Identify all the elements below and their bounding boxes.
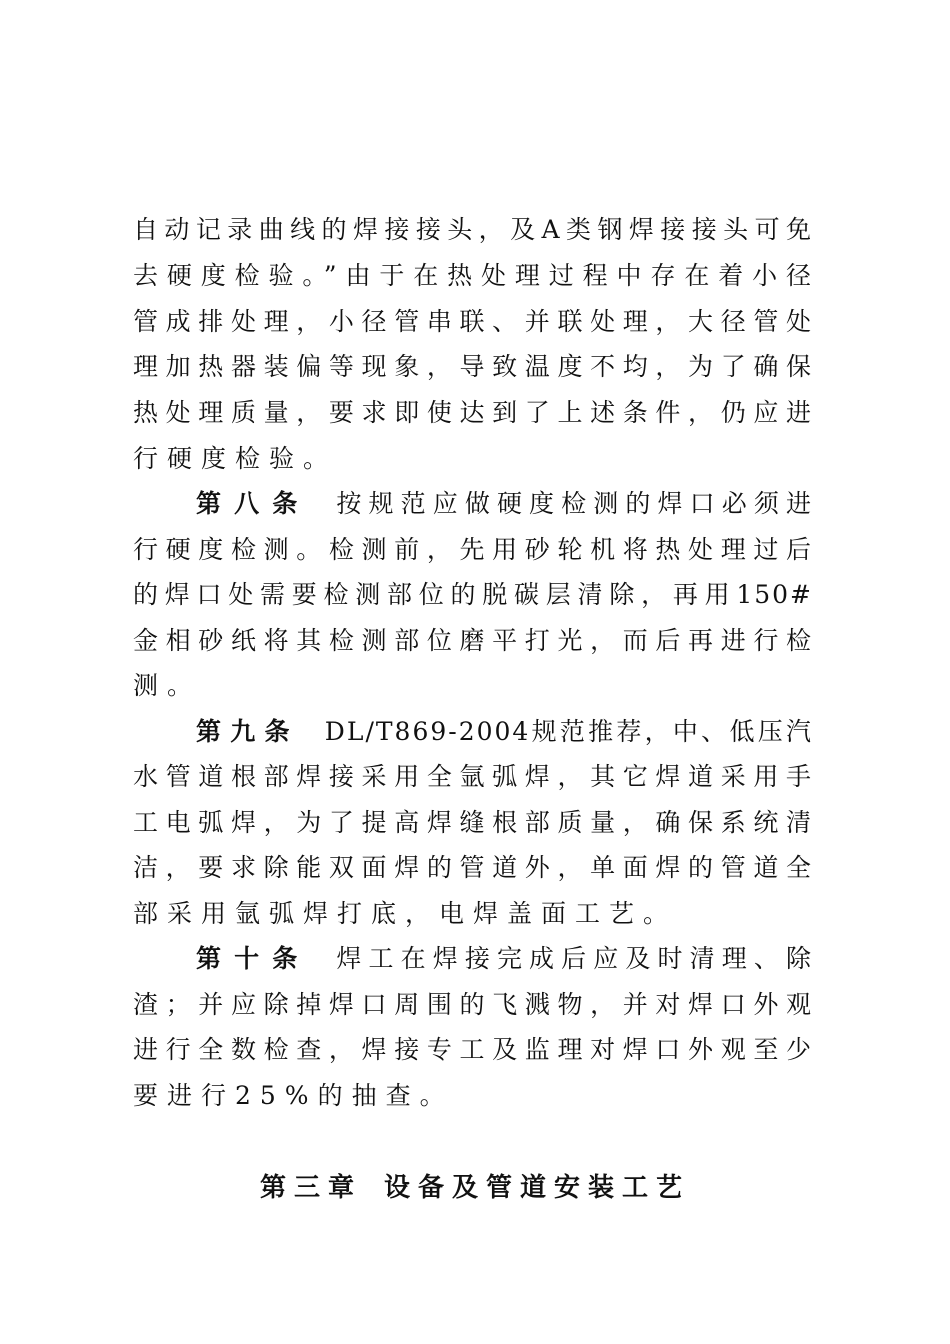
paragraph-line: 行硬度检测。检测前，先用砂轮机将热处理过后 [133,535,813,564]
chapter-title: 设备及管道安装工艺 [384,1173,691,1203]
article-9-first-line [196,712,813,752]
paragraph-line: 去硬度检验。”由于在热处理过程中存在着小径 [133,261,813,290]
article-8-label: 第八条 [196,489,311,518]
paragraph-line: 部采用氩弧焊打底，电焊盖面工艺。 [133,899,678,928]
paragraph-line: 工电弧焊，为了提高焊缝根部质量，确保系统清 [133,808,813,837]
article-10-text: 焊工在焊接完成后应及时清理、除 [336,944,813,973]
article-10-first-line [196,939,813,979]
article-9-label: 第九条 [196,717,299,746]
paragraph-line: 洁，要求除能双面焊的管道外，单面焊的管道全 [133,853,813,882]
paragraph-line: 水管道根部焊接采用全氩弧焊，其它焊道采用手 [133,762,813,791]
paragraph-line: 进行全数检查，焊接专工及监理对焊口外观至少 [133,1035,813,1064]
paragraph-line: 理加热器装偏等现象，导致温度不均，为了确保 [133,352,813,381]
chapter-heading [0,1166,950,1210]
paragraph-line: 行硬度检验。 [133,444,338,473]
article-8-first-line [196,484,813,524]
paragraph-line: 自动记录曲线的焊接接头，及A类钢焊接接头可免 [133,215,813,244]
paragraph-line: 渣；并应除掉焊口周围的飞溅物，并对焊口外观 [133,990,813,1019]
chapter-number: 第三章 [259,1173,362,1203]
paragraph-line: 热处理质量，要求即使达到了上述条件，仍应进 [133,398,813,427]
paragraph-line: 的焊口处需要检测部位的脱碳层清除，再用150# [133,580,813,609]
paragraph-line: 要进行25%的抽查。 [133,1081,454,1110]
paragraph-line: 金相砂纸将其检测部位磨平打光，而后再进行检 [133,626,813,655]
article-9-text: DL/T869-2004规范推荐，中、低压汽 [324,717,813,746]
paragraph-line: 测。 [133,671,202,700]
article-10-label: 第十条 [196,944,311,973]
paragraph-line: 管成排处理，小径管串联、并联处理，大径管处 [133,307,813,336]
article-8-text: 按规范应做硬度检测的焊口必须进 [336,489,813,518]
